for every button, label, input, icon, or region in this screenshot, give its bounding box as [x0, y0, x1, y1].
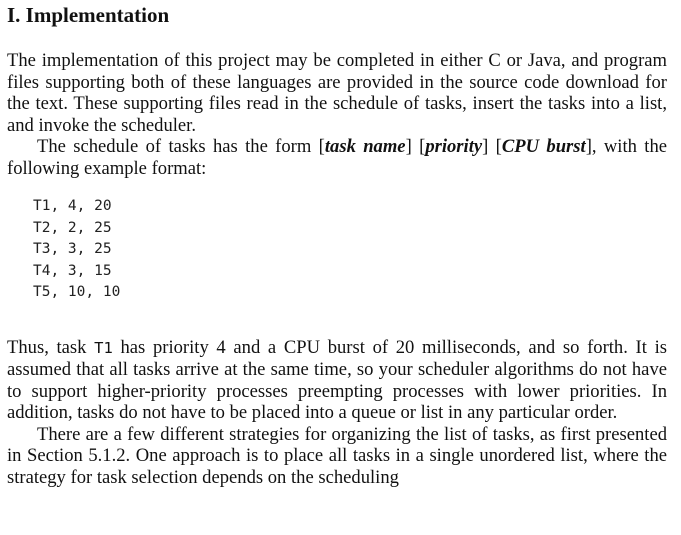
- schedule-format-tail-text: , with the following example format:: [7, 136, 667, 179]
- schedule-line: T3, 3, 25: [33, 241, 112, 258]
- bracket-separator-1: ] [: [405, 136, 426, 157]
- schedule-line: T4, 3, 15: [33, 262, 112, 279]
- schedule-line: T5, 10, 10: [33, 284, 121, 301]
- field-priority: priority: [425, 136, 483, 157]
- field-burst: burst: [539, 136, 586, 157]
- intro-paragraph: The implementation of this project may be completed in either C or Java, and program files supporting both of these languages are provided in the source code download for the text. These supporting files read in the schedule of tasks, insert the tasks into a list, and invoke the scheduler.: [7, 50, 667, 136]
- schedule-line: T2, 2, 25: [33, 219, 112, 236]
- bracket-separator-2: ] [: [482, 136, 502, 157]
- assumptions-lead-text: Thus, task: [7, 336, 95, 358]
- schedule-format-paragraph: [7, 136, 667, 179]
- schedule-line: T1, 4, 20: [33, 198, 112, 214]
- document-page: [7, 0, 667, 488]
- example-schedule-code-block: [33, 196, 667, 304]
- cpu-small-caps: CPU: [283, 336, 321, 358]
- field-cpu: CPU: [501, 136, 540, 157]
- bracket-open: [: [318, 136, 325, 157]
- schedule-format-lead-text: The schedule of tasks has the form: [37, 136, 319, 157]
- section-heading: I. Implementation: [7, 3, 170, 27]
- bracket-close: ]: [585, 136, 592, 157]
- field-task-name: task name: [324, 136, 406, 157]
- assumptions-paragraph: [7, 337, 667, 424]
- task-code-inline: T1: [94, 338, 113, 357]
- assumptions-middle-text: has priority 4 and a: [112, 336, 284, 358]
- assumptions-tail-text: burst of 20 milliseconds, and so forth. It is assumed that all tasks arrive at the same time, so your scheduler algorithms do not have to support higher-priority processes preempting processes with lower priorities. In addition, tasks do not have to be placed into a queue or list in any particular order.: [7, 336, 667, 424]
- strategies-paragraph: There are a few different strategies for organizing the list of tasks, as first presented in Section 5.1.2. One approach is to place all tasks in a single unordered list, where the strategy for task selection depends on the scheduling: [7, 423, 667, 488]
